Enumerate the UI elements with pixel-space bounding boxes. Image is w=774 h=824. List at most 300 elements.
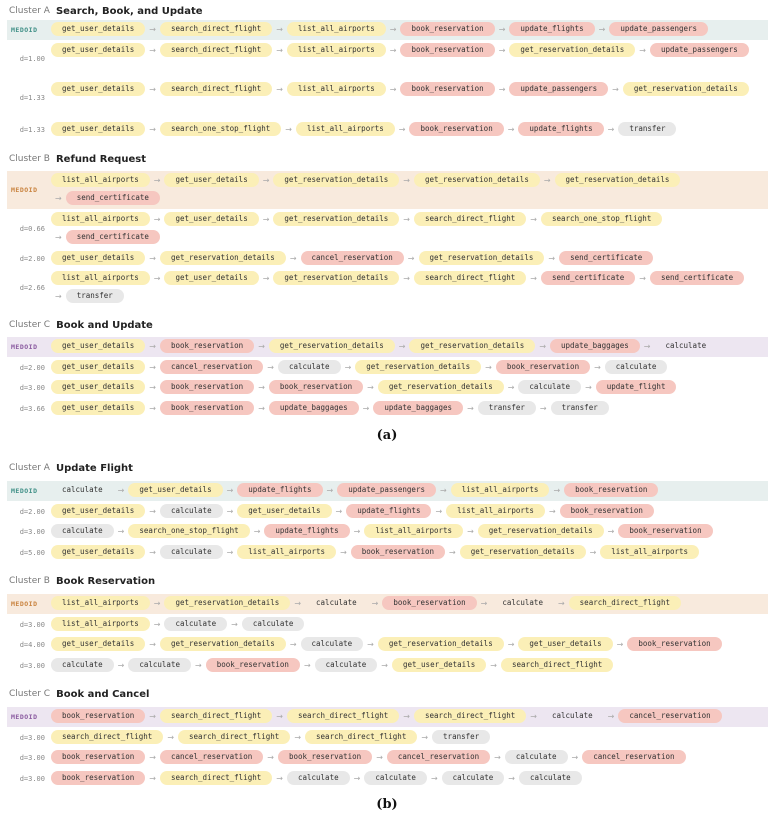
arrow-icon: → — [439, 485, 447, 495]
action-pill: book_reservation — [627, 637, 721, 651]
action-pill: get_reservation_details — [378, 380, 504, 394]
action-pill: search_one_stop_flight — [541, 212, 662, 226]
action-pill: cancel_reservation — [160, 360, 263, 374]
sequence-step — [51, 730, 163, 744]
sequence-step — [223, 545, 336, 559]
arrow-icon: → — [262, 273, 270, 283]
action-pill: get_reservation_details — [355, 360, 481, 374]
sequence-step — [540, 173, 681, 187]
distance-label: d=3.00 — [19, 734, 45, 742]
action-sequence — [51, 728, 768, 746]
trajectory-row — [7, 358, 768, 378]
arrow-icon: → — [294, 732, 302, 742]
action-pill: book_reservation — [618, 524, 712, 538]
sequence-step — [223, 504, 332, 518]
action-sequence — [51, 635, 768, 653]
action-pill: send_certificate — [66, 230, 160, 244]
sequence-step — [114, 658, 191, 672]
arrow-icon: → — [153, 175, 161, 185]
arrow-icon: → — [507, 124, 515, 134]
distance-label: d=3.00 — [19, 528, 45, 536]
action-pill: book_reservation — [496, 360, 590, 374]
arrow-icon: → — [407, 253, 415, 263]
action-pill: list_all_airports — [451, 483, 550, 497]
action-pill: update_passengers — [609, 22, 708, 36]
distance-label: d=3.00 — [19, 662, 45, 670]
sequence-step — [145, 401, 254, 415]
action-sequence — [51, 249, 768, 267]
action-pill: get_user_details — [51, 637, 145, 651]
action-pill: search_direct_flight — [160, 22, 272, 36]
arrow-icon: → — [149, 362, 156, 372]
sequence-step — [595, 22, 708, 36]
medoid-label: MEDOID — [11, 343, 38, 351]
sequence-step — [477, 596, 554, 610]
action-pill: get_reservation_details — [419, 251, 545, 265]
sequence-step — [495, 22, 595, 36]
action-pill: list_all_airports — [287, 43, 386, 57]
sequence-step — [386, 43, 495, 57]
arrow-icon: → — [507, 382, 515, 392]
arrow-icon: → — [389, 45, 397, 55]
arrow-icon: → — [258, 341, 265, 351]
action-pill: get_user_details — [51, 401, 145, 415]
arrow-icon: → — [149, 253, 156, 263]
panel-caption: (b) — [376, 797, 398, 812]
action-pill: search_direct_flight — [414, 271, 526, 285]
action-sequence — [51, 120, 768, 138]
arrow-icon: → — [294, 598, 302, 608]
medoid-row — [7, 20, 768, 40]
sequence-step — [586, 545, 699, 559]
arrow-icon: → — [548, 253, 556, 263]
arrow-icon: → — [353, 773, 361, 783]
sequence-step — [463, 524, 604, 538]
sequence-step — [399, 212, 526, 226]
action-sequence — [51, 656, 768, 674]
action-pill: search_direct_flight — [414, 709, 526, 723]
arrow-icon: → — [421, 732, 429, 742]
action-pill: get_user_details — [518, 637, 612, 651]
sequence-step — [145, 380, 254, 394]
action-pill: calculate — [502, 598, 543, 607]
arrow-icon: → — [289, 639, 297, 649]
sequence-step — [51, 22, 145, 36]
sequence-step — [263, 750, 372, 764]
action-pill: calculate — [364, 771, 427, 785]
sequence-step — [145, 251, 286, 265]
action-pill: book_reservation — [51, 771, 145, 785]
sequence-step — [604, 524, 713, 538]
action-pill: calculate — [605, 360, 668, 374]
cluster-title: Refund Request — [55, 153, 146, 165]
panel-caption: (a) — [376, 428, 398, 443]
action-pill: book_reservation — [51, 709, 145, 723]
trajectory-row — [7, 748, 768, 768]
sequence-step — [504, 122, 604, 136]
arrow-icon: → — [326, 485, 334, 495]
action-pill: update_passengers — [650, 43, 749, 57]
sequence-step — [300, 658, 377, 672]
action-pill: get_reservation_details — [273, 271, 399, 285]
action-pill: list_all_airports — [51, 271, 150, 285]
arrow-icon: → — [594, 362, 601, 372]
arrow-icon: → — [226, 506, 234, 516]
action-pill: book_reservation — [278, 750, 372, 764]
action-pill: book_reservation — [351, 545, 445, 559]
sequence-step — [526, 212, 662, 226]
arrow-icon: → — [539, 341, 547, 351]
arrow-icon: → — [480, 598, 488, 608]
sequence-step — [399, 173, 540, 187]
action-pill: calculate — [51, 658, 114, 672]
action-pill: search_direct_flight — [178, 730, 290, 744]
sequence-step — [51, 82, 145, 96]
action-pill: transfer — [432, 730, 490, 744]
medoid-label: MEDOID — [11, 186, 38, 194]
action-sequence — [51, 399, 768, 417]
distance-label: d=1.00 — [19, 55, 45, 63]
arrow-icon: → — [639, 273, 646, 283]
action-pill: send_certificate — [650, 271, 744, 285]
action-pill: get_reservation_details — [460, 545, 586, 559]
sequence-step — [590, 360, 667, 374]
sequence-step — [495, 43, 636, 57]
arrow-icon: → — [490, 660, 497, 670]
sequence-step — [535, 339, 639, 353]
distance-label: d=2.00 — [19, 254, 45, 263]
action-pill: send_certificate — [559, 251, 653, 265]
action-pill: update_flight — [596, 380, 677, 394]
action-pill: calculate — [160, 545, 223, 559]
sequence-step — [272, 43, 385, 57]
action-pill: get_user_details — [51, 380, 145, 394]
arrow-icon: → — [149, 124, 156, 134]
sequence-step — [51, 637, 145, 651]
trajectory-row — [7, 210, 768, 248]
arrow-icon: → — [149, 639, 156, 649]
action-pill: book_reservation — [409, 122, 503, 136]
arrow-icon: → — [149, 84, 156, 94]
sequence-step — [145, 360, 263, 374]
arrow-icon: → — [276, 773, 283, 783]
arrow-icon: → — [55, 291, 62, 301]
action-pill: list_all_airports — [237, 545, 336, 559]
arrow-icon: → — [557, 598, 565, 608]
sequence-step — [281, 122, 394, 136]
action-pill: get_user_details — [51, 360, 145, 374]
action-pill: update_passengers — [337, 483, 436, 497]
sequence-step — [504, 637, 613, 651]
cluster-title: Search, Book, and Update — [55, 5, 203, 17]
sequence-step — [635, 271, 744, 285]
action-pill: get_user_details — [51, 251, 145, 265]
sequence-step — [254, 401, 358, 415]
sequence-step — [504, 771, 581, 785]
medoid-row — [7, 337, 768, 357]
sequence-step — [608, 82, 749, 96]
sequence-step — [191, 658, 300, 672]
action-pill: get_user_details — [392, 658, 486, 672]
action-pill: book_reservation — [160, 380, 254, 394]
sequence-step — [363, 637, 504, 651]
arrow-icon: → — [403, 273, 410, 283]
cluster-header — [9, 460, 133, 476]
arrow-icon: → — [340, 547, 347, 557]
sequence-step — [163, 730, 290, 744]
action-pill: calculate — [315, 658, 378, 672]
action-pill: calculate — [552, 711, 593, 720]
sequence-step — [51, 289, 124, 303]
action-pill: search_direct_flight — [569, 596, 681, 610]
sequence-step — [250, 524, 350, 538]
arrow-icon: → — [149, 403, 156, 413]
sequence-step — [51, 339, 145, 353]
sequence-step — [463, 401, 536, 415]
action-sequence — [51, 171, 768, 207]
sequence-step — [604, 122, 677, 136]
arrow-icon: → — [149, 506, 156, 516]
trajectory-row — [7, 543, 768, 563]
sequence-step — [150, 271, 259, 285]
medoid-label: MEDOID — [11, 600, 38, 608]
arrow-icon: → — [267, 752, 274, 762]
action-pill: get_user_details — [164, 173, 258, 187]
sequence-step — [341, 360, 482, 374]
arrow-icon: → — [403, 711, 410, 721]
trajectory-row — [7, 80, 768, 116]
trajectory-row — [7, 120, 768, 140]
action-sequence — [51, 337, 768, 355]
sequence-step — [395, 339, 536, 353]
arrow-icon: → — [258, 382, 265, 392]
sequence-step — [51, 212, 150, 226]
arrow-icon: → — [607, 124, 615, 134]
action-pill: cancel_reservation — [387, 750, 490, 764]
sequence-step — [526, 709, 603, 723]
sequence-step — [445, 545, 586, 559]
sequence-step — [536, 401, 609, 415]
sequence-step — [272, 22, 385, 36]
action-pill: update_flights — [264, 524, 349, 538]
trajectory-row — [7, 41, 768, 77]
action-pill: transfer — [618, 122, 676, 136]
sequence-step — [51, 251, 145, 265]
action-pill: search_direct_flight — [414, 212, 526, 226]
sequence-step — [254, 339, 395, 353]
cluster-label: Cluster B — [9, 576, 50, 586]
sequence-step — [504, 380, 581, 394]
trajectory-row — [7, 249, 768, 268]
arrow-icon: → — [362, 403, 370, 413]
distance-label: d=4.00 — [19, 641, 45, 649]
action-pill: book_reservation — [269, 380, 363, 394]
arrow-icon: → — [643, 341, 651, 351]
arrow-icon: → — [371, 598, 379, 608]
cluster-title: Book and Update — [56, 319, 153, 331]
sequence-step — [417, 730, 490, 744]
sequence-step — [51, 401, 145, 415]
arrow-icon: → — [149, 752, 156, 762]
sequence-step — [368, 596, 477, 610]
sequence-step — [545, 504, 654, 518]
arrow-icon: → — [607, 711, 615, 721]
trajectory-row — [7, 656, 768, 676]
cluster-label: Cluster C — [9, 689, 51, 699]
action-sequence — [51, 80, 768, 98]
action-sequence — [51, 707, 768, 725]
sequence-step — [568, 750, 686, 764]
arrow-icon: → — [153, 214, 161, 224]
action-pill: calculate — [278, 360, 341, 374]
sequence-step — [399, 271, 526, 285]
sequence-step — [554, 596, 681, 610]
sequence-step — [254, 380, 363, 394]
arrow-icon: → — [149, 382, 156, 392]
sequence-step — [495, 82, 608, 96]
sequence-step — [145, 771, 272, 785]
cluster-header — [9, 686, 149, 702]
sequence-step — [290, 596, 367, 610]
sequence-step — [145, 709, 272, 723]
action-pill: search_direct_flight — [160, 43, 272, 57]
arrow-icon: → — [398, 124, 406, 134]
cluster-title: Book Reservation — [55, 575, 156, 587]
action-pill: get_reservation_details — [160, 251, 286, 265]
action-pill: cancel_reservation — [582, 750, 685, 764]
cluster-label: Cluster C — [9, 320, 51, 330]
action-pill: get_reservation_details — [273, 173, 399, 187]
distance-label: d=3.00 — [19, 775, 45, 783]
action-sequence — [51, 522, 768, 540]
action-pill: list_all_airports — [51, 212, 150, 226]
action-pill: search_direct_flight — [305, 730, 417, 744]
arrow-icon: → — [598, 24, 606, 34]
action-pill: list_all_airports — [51, 617, 150, 631]
sequence-step — [481, 360, 590, 374]
sequence-step — [51, 380, 145, 394]
action-pill: book_reservation — [160, 401, 254, 415]
arrow-icon: → — [153, 273, 161, 283]
action-pill: book_reservation — [400, 43, 494, 57]
arrow-icon: → — [498, 24, 506, 34]
action-pill: get_user_details — [128, 483, 222, 497]
sequence-step — [51, 545, 145, 559]
arrow-icon: → — [530, 273, 537, 283]
cluster-label: Cluster B — [9, 154, 50, 164]
action-pill: get_user_details — [51, 504, 145, 518]
action-pill: book_reservation — [564, 483, 658, 497]
action-pill: update_baggages — [550, 339, 640, 353]
sequence-step — [259, 212, 400, 226]
arrow-icon: → — [467, 403, 474, 413]
arrow-icon: → — [149, 547, 156, 557]
sequence-step — [286, 637, 363, 651]
action-pill: list_all_airports — [364, 524, 463, 538]
action-pill: update_baggages — [269, 401, 359, 415]
arrow-icon: → — [467, 526, 474, 536]
arrow-icon: → — [167, 732, 175, 742]
sequence-step — [399, 709, 526, 723]
sequence-step — [145, 750, 263, 764]
sequence-step — [272, 709, 399, 723]
arrow-icon: → — [344, 362, 352, 372]
arrow-icon: → — [494, 752, 501, 762]
action-pill: book_reservation — [160, 339, 254, 353]
arrow-icon: → — [289, 253, 297, 263]
sequence-step — [150, 173, 259, 187]
sequence-step — [51, 771, 145, 785]
action-pill: get_reservation_details — [623, 82, 749, 96]
action-pill: get_reservation_details — [414, 173, 540, 187]
medoid-row — [7, 594, 768, 614]
action-pill: list_all_airports — [51, 596, 150, 610]
trajectory-row — [7, 378, 768, 398]
arrow-icon: → — [449, 547, 456, 557]
action-pill: get_user_details — [51, 122, 145, 136]
action-sequence — [51, 594, 768, 612]
action-sequence — [51, 543, 768, 561]
arrow-icon: → — [335, 506, 343, 516]
sequence-step — [51, 504, 145, 518]
action-pill: calculate — [242, 617, 305, 631]
arrow-icon: → — [231, 619, 238, 629]
arrow-icon: → — [153, 598, 161, 608]
sequence-step — [145, 82, 272, 96]
trajectory-row — [7, 399, 768, 419]
action-pill: book_reservation — [560, 504, 654, 518]
action-pill: get_user_details — [51, 22, 145, 36]
medoid-label: MEDOID — [11, 713, 38, 721]
action-pill: update_passengers — [509, 82, 608, 96]
arrow-icon: → — [117, 526, 125, 536]
action-sequence — [51, 378, 768, 396]
sequence-step — [350, 524, 463, 538]
action-pill: send_certificate — [66, 191, 160, 205]
action-pill: calculate — [301, 637, 364, 651]
arrow-icon: → — [55, 193, 62, 203]
action-pill: search_one_stop_flight — [128, 524, 249, 538]
action-pill: book_reservation — [400, 82, 494, 96]
sequence-step — [386, 22, 495, 36]
sequence-step — [150, 212, 259, 226]
arrow-icon: → — [276, 84, 283, 94]
arrow-icon: → — [571, 752, 579, 762]
action-pill: search_direct_flight — [51, 730, 163, 744]
trajectory-row — [7, 522, 768, 542]
action-pill: send_certificate — [541, 271, 635, 285]
arrow-icon: → — [435, 506, 443, 516]
action-pill: get_reservation_details — [555, 173, 681, 187]
arrow-icon: → — [149, 24, 156, 34]
arrow-icon: → — [539, 403, 547, 413]
action-pill: calculate — [62, 485, 103, 494]
action-pill: list_all_airports — [287, 22, 386, 36]
action-pill: calculate — [164, 617, 227, 631]
distance-label: d=1.33 — [19, 94, 45, 102]
arrow-icon: → — [498, 45, 506, 55]
action-pill: get_reservation_details — [478, 524, 604, 538]
arrow-icon: → — [389, 24, 397, 34]
arrow-icon: → — [149, 773, 156, 783]
action-pill: calculate — [505, 750, 568, 764]
action-pill: get_reservation_details — [509, 43, 635, 57]
sequence-step — [486, 658, 613, 672]
action-sequence — [51, 481, 768, 499]
action-sequence — [51, 20, 768, 38]
sequence-step — [145, 504, 222, 518]
arrow-icon: → — [226, 547, 234, 557]
